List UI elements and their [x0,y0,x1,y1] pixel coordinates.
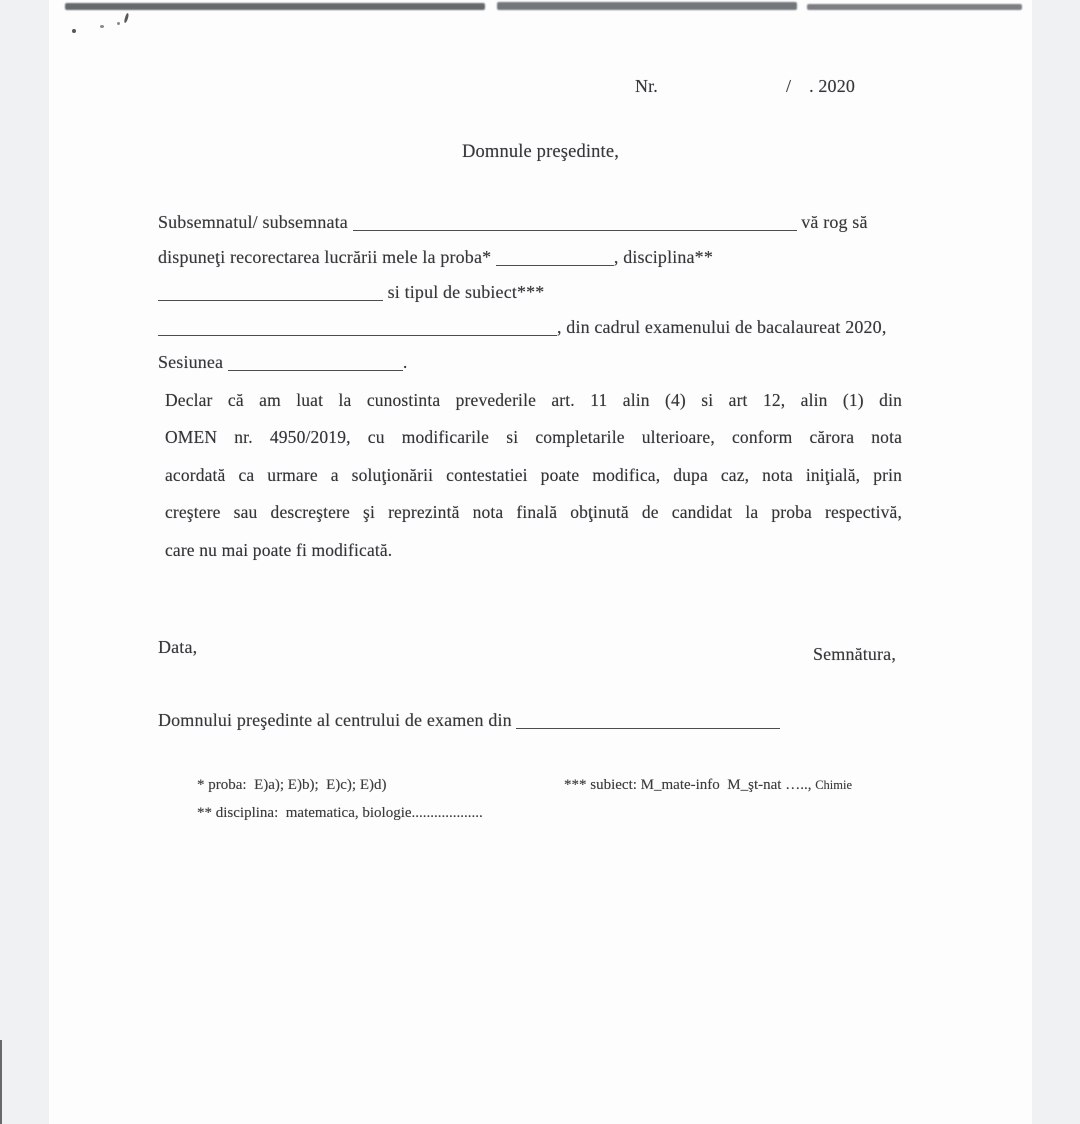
ink-speck [117,22,120,25]
blank-applicant-name [353,212,797,231]
ink-speck [100,25,104,28]
request-line-5 [158,352,408,373]
request-line-5-text: Sesiunea [158,352,224,372]
request-line-2-suffix: , disciplina** [613,247,713,267]
scanned-document-page [49,0,1032,1124]
declaration-line: care nu mai poate fi modificată. [165,539,393,560]
request-line-5-suffix: . [402,352,408,372]
blank-exam-center [516,710,780,729]
blank-tip-subiect [158,317,557,336]
declaration-line: creştere sau descreştere şi reprezintă nota finală obţinută de candidat la proba respectivă, [165,502,902,523]
ink-speck [124,13,130,23]
scan-artifact-top-strip [807,4,1022,10]
footnote-subiect-text: *** subiect: M_mate-info M_şt-nat ….., [564,777,812,793]
blank-sesiunea [228,352,403,371]
request-line-2 [158,247,713,268]
blank-proba [496,247,614,266]
declaration-line: Declar că am luat la cunostinta prevederile art. 11 alin (4) si art 12, alin (1) din [165,390,902,410]
footnote-proba: * proba: E)a); E)b); E)c); E)d) [197,777,387,793]
request-line-3-suffix: si tipul de subiect*** [387,282,545,302]
blank-disciplina [158,282,383,301]
request-line-3 [158,282,544,303]
footnote-subiect-chimie: Chimie [815,778,853,792]
document-number-line [635,76,855,97]
document-year: . 2020 [809,76,856,96]
document-number-separator: / [785,76,792,96]
scan-artifact-top-strip [497,2,797,10]
request-line-1-suffix: vă rog să [801,212,868,232]
scan-artifact-left-edge [0,1040,2,1124]
addressee-text: Domnului preşedinte al centrului de examen din [158,710,512,730]
declaration-paragraph [165,382,902,569]
request-line-4-suffix: , din cadrul examenului de bacalaureat 2020, [557,317,887,337]
request-line-4 [158,317,886,338]
footnote-subiect [564,777,852,794]
ink-speck [72,29,76,33]
document-number-label: Nr. [635,76,658,96]
footnote-row-1 [197,777,957,801]
addressee-line [158,710,780,731]
request-line-1 [158,212,868,233]
date-label: Data, [158,637,198,657]
salutation: Domnule preşedinte, [462,142,619,162]
scan-artifact-top-strip [65,3,485,10]
footnote-disciplina: ** disciplina: matematica, biologie................... [197,805,483,821]
declaration-line: OMEN nr. 4950/2019, cu modificarile si completarile ulterioare, conform cărora nota [165,427,902,448]
declaration-line: acordată ca urmare a soluţionării contestatiei poate modifica, dupa caz, nota iniţială, prin [165,464,902,485]
signature-label: Semnătura, [813,644,896,664]
request-line-1-text: Subsemnatul/ subsemnata [158,212,348,232]
request-line-2-text: dispuneţi recorectarea lucrării mele la proba* [158,247,492,267]
